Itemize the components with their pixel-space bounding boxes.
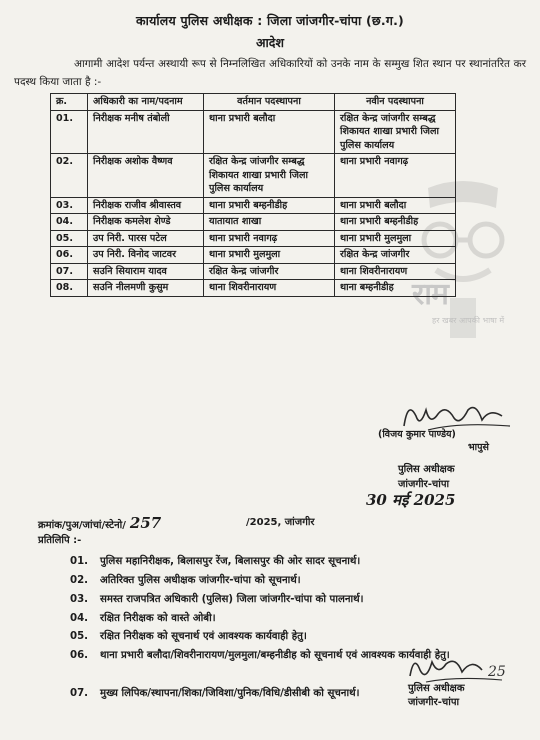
copy-item-text: थाना प्रभारी बलौदा/शिवरीनारायण/मुलमुला/बम्हनीडीह को सूचनार्थ एवं आवश्यक कार्यवाही हेतु। — [100, 650, 450, 661]
cell-officer: सउनि सियाराम यादव — [88, 263, 204, 280]
copy-item-number: 03. — [70, 594, 89, 605]
order-heading: आदेश — [256, 35, 284, 50]
cell-current-posting: रक्षित केन्द्र जांजगीर सम्बद्ध शिकायत शाखा प्रभारी जिला पुलिस कार्यालय — [204, 154, 335, 198]
bottom-handwritten-date: 25 — [488, 664, 506, 680]
cell-current-posting: थाना शिवरीनारायण — [204, 280, 335, 297]
signatory-service: भापुसे — [468, 442, 489, 453]
header-new-posting: नवीन पदस्थापना — [335, 94, 456, 111]
cell-current-posting: थाना प्रभारी बलौदा — [204, 110, 335, 154]
copy-item-text: अतिरिक्त पुलिस अधीक्षक जांजगीर-चांपा को सूचनार्थ। — [100, 575, 301, 586]
cell-new-posting: थाना प्रभारी बम्हनीडीह — [335, 214, 456, 231]
watermark-subtext: हर खबर आपकी भाषा में — [432, 316, 505, 325]
copy-item-number: 02. — [70, 575, 89, 586]
cell-officer: उप निरी. पारस पटेल — [88, 230, 204, 247]
copy-item-number: 06. — [70, 650, 89, 661]
signature-date — [366, 490, 455, 510]
table-row — [51, 214, 456, 231]
signatory-designation: पुलिस अधीक्षक — [398, 464, 455, 475]
cell-new-posting: थाना प्रभारी नवागढ़ — [335, 154, 456, 198]
copy-item-text: रक्षित निरीक्षक को वास्ते ओबी। — [100, 613, 216, 624]
cell-current-posting: थाना प्रभारी नवागढ़ — [204, 230, 335, 247]
header-current-posting: वर्तमान पदस्थापना — [204, 94, 335, 111]
cell-serial: 03. — [51, 197, 88, 214]
copy-item-text: पुलिस महानिरीक्षक, बिलासपुर रेंज, बिलासपुर की ओर सादर सूचनार्थ। — [100, 556, 361, 567]
copy-item-text: रक्षित निरीक्षक को सूचनार्थ एवं आवश्यक कार्यवाही हेतु। — [100, 631, 307, 642]
signatory-name: (विजय कुमार पाण्डेय) — [378, 429, 456, 440]
cell-new-posting: थाना शिवरीनारायण — [335, 263, 456, 280]
signatory-designation-block — [398, 462, 455, 492]
signature-date-text: 30 मई 2025 — [366, 491, 456, 509]
table-row — [51, 247, 456, 264]
cell-officer: निरीक्षक राजीव श्रीवास्तव — [88, 197, 204, 214]
cell-officer: निरीक्षक कमलेश शेण्डे — [88, 214, 204, 231]
cell-officer: निरीक्षक मनीष तंबोली — [88, 110, 204, 154]
copy-item-number: 01. — [70, 556, 89, 567]
copy-item-text: मुख्य लिपिक/स्थापना/शिका/जिविशा/पुनिक/विधि/डीसीबी को सूचनार्थ। — [100, 688, 360, 699]
memo-date: /2025, जांजगीर — [246, 517, 315, 528]
bottom-designation: पुलिस अधीक्षक — [408, 683, 465, 694]
copy-list-item — [70, 573, 500, 588]
copy-label: प्रतिलिपि :- — [38, 535, 82, 546]
cell-officer: निरीक्षक अशोक वैष्णव — [88, 154, 204, 198]
signatory-district: जांजगीर-चांपा — [398, 479, 450, 490]
cell-new-posting: रक्षित केन्द्र जांजगीर सम्बद्ध शिकायत शाखा प्रभारी जिला पुलिस कार्यालय — [335, 110, 456, 154]
cell-new-posting: रक्षित केन्द्र जांजगीर — [335, 247, 456, 264]
cell-serial: 02. — [51, 154, 88, 198]
cell-new-posting: थाना प्रभारी मुलमुला — [335, 230, 456, 247]
memo-number: 257 — [129, 514, 162, 532]
copy-item-number: 07. — [70, 688, 89, 699]
watermark-text: राम — [412, 277, 448, 312]
cell-officer: उप निरी. विनोद जाटवर — [88, 247, 204, 264]
table-row — [51, 280, 456, 297]
table-row — [51, 230, 456, 247]
header-officer: अधिकारी का नाम/पदनाम — [88, 94, 204, 111]
bottom-signatory-block — [408, 682, 465, 710]
copy-item-number: 04. — [70, 613, 89, 624]
copy-item-text: समस्त राजपत्रित अधिकारी (पुलिस) जिला जांजगीर-चांपा को पालनार्थ। — [100, 594, 364, 605]
memo-number-line — [38, 514, 165, 532]
cell-officer: सउनि नीलमणी कुसुम — [88, 280, 204, 297]
bottom-district: जांजगीर-चांपा — [408, 697, 460, 708]
table-row — [51, 263, 456, 280]
table-row — [51, 110, 456, 154]
cell-new-posting: थाना प्रभारी बलौदा — [335, 197, 456, 214]
copy-list-item — [70, 629, 500, 644]
copy-list-item — [70, 592, 500, 607]
table-header-row — [51, 94, 456, 111]
cell-serial: 04. — [51, 214, 88, 231]
cell-current-posting: रक्षित केन्द्र जांजगीर — [204, 263, 335, 280]
table-body — [51, 110, 456, 296]
memo-prefix: क्रमांक/पुअ/जांचां/स्टेनो/ — [38, 520, 126, 531]
table-row — [51, 197, 456, 214]
copy-item-number: 05. — [70, 631, 89, 642]
cell-new-posting: थाना बम्हनीडीह — [335, 280, 456, 297]
transfer-table — [50, 93, 456, 297]
intro-paragraph: आगामी आदेश पर्यन्त अस्थायी रूप से निम्नलिखित अधिकारियों को उनके नाम के सम्मुख शित स्थान पर स्थानांतरित कर पदस्थ किया जाता है :- — [14, 58, 526, 88]
cell-serial: 08. — [51, 280, 88, 297]
copy-list-item — [70, 611, 500, 626]
table-row — [51, 154, 456, 198]
cell-current-posting: थाना प्रभारी मुलमुला — [204, 247, 335, 264]
office-title: कार्यालय पुलिस अधीक्षक : जिला जांजगीर-चांपा (छ.ग.) — [136, 13, 404, 28]
cell-serial: 05. — [51, 230, 88, 247]
cell-serial: 07. — [51, 263, 88, 280]
copy-list-item — [70, 554, 500, 569]
cell-current-posting: थाना प्रभारी बम्हनीडीह — [204, 197, 335, 214]
cell-current-posting: यातायात शाखा — [204, 214, 335, 231]
header-serial: क्र. — [51, 94, 88, 111]
cell-serial: 01. — [51, 110, 88, 154]
cell-serial: 06. — [51, 247, 88, 264]
